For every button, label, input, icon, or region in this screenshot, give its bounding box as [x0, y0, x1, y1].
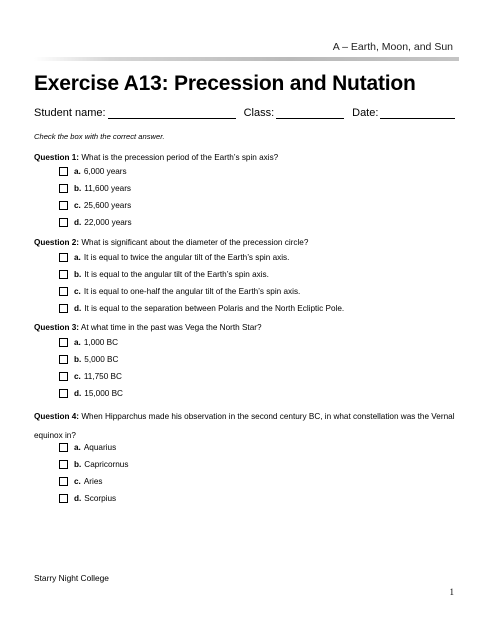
question-text: What is the precession period of the Earth’s spin axis? [79, 153, 279, 162]
checkbox[interactable] [59, 372, 68, 381]
question-2-choices [74, 249, 344, 317]
class-field[interactable] [276, 107, 344, 119]
date-field[interactable] [380, 107, 455, 119]
page-title: Exercise A13: Precession and Nutation [34, 72, 416, 95]
choice-2c[interactable]: c. It is equal to one-half the angular tilt of the Earth’s spin axis. [74, 283, 344, 300]
checkbox[interactable] [59, 355, 68, 364]
header-rule [34, 57, 459, 61]
question-3-choices [74, 334, 123, 402]
choice-3c[interactable]: c. 11,750 BC [74, 368, 123, 385]
checkbox[interactable] [59, 389, 68, 398]
question-4-choices [74, 439, 128, 507]
checkbox[interactable] [59, 218, 68, 227]
choice-1a[interactable]: a. 6,000 years [74, 163, 132, 180]
question-label: Question 4: [34, 412, 80, 421]
choice-2d[interactable]: d. It is equal to the separation between Polaris and the North Ecliptic Pole. [74, 300, 344, 317]
question-text: At what time in the past was Vega the North Star? [79, 323, 262, 332]
checkbox[interactable] [59, 494, 68, 503]
question-label: Question 1: [34, 153, 80, 162]
question-text: When Hipparchus made his observation in the second century BC, in what constellation was the Vernal equinox in? [34, 412, 455, 440]
choice-4c[interactable]: c. Aries [74, 473, 128, 490]
checkbox[interactable] [59, 253, 68, 262]
question-label: Question 2: [34, 238, 80, 247]
choice-1d[interactable]: d. 22,000 years [74, 214, 132, 231]
choice-2a[interactable]: a. It is equal to twice the angular tilt of the Earth’s spin axis. [74, 249, 344, 266]
checkbox[interactable] [59, 201, 68, 210]
checkbox[interactable] [59, 287, 68, 296]
choice-4d[interactable]: d. Scorpius [74, 490, 128, 507]
question-1-choices [74, 163, 132, 231]
footer-publisher: Starry Night College [34, 573, 109, 583]
section-header: A – Earth, Moon, and Sun [332, 41, 453, 53]
student-name-field[interactable] [108, 107, 236, 119]
choice-1c[interactable]: c. 25,600 years [74, 197, 132, 214]
checkbox[interactable] [59, 304, 68, 313]
checkbox[interactable] [59, 167, 68, 176]
choice-1b[interactable]: b. 11,600 years [74, 180, 132, 197]
choice-4a[interactable]: a. Aquarius [74, 439, 128, 456]
checkbox[interactable] [59, 443, 68, 452]
checkbox[interactable] [59, 270, 68, 279]
choice-3a[interactable]: a. 1,000 BC [74, 334, 123, 351]
question-label: Question 3: [34, 323, 80, 332]
date-label: Date: [352, 107, 379, 119]
choice-2b[interactable]: b. It is equal to the angular tilt of the Earth’s spin axis. [74, 266, 344, 283]
question-text: What is significant about the diameter of the precession circle? [79, 238, 309, 247]
checkbox[interactable] [59, 477, 68, 486]
choice-3d[interactable]: d. 15,000 BC [74, 385, 123, 402]
choice-4b[interactable]: b. Capricornus [74, 456, 128, 473]
checkbox[interactable] [59, 184, 68, 193]
page-number: 1 [449, 587, 454, 597]
choice-3b[interactable]: b. 5,000 BC [74, 351, 123, 368]
student-info-line [34, 107, 463, 119]
checkbox[interactable] [59, 338, 68, 347]
student-name-label: Student name: [34, 107, 106, 119]
class-label: Class: [243, 107, 275, 119]
checkbox[interactable] [59, 460, 68, 469]
instructions: Check the box with the correct answer. [34, 132, 165, 141]
